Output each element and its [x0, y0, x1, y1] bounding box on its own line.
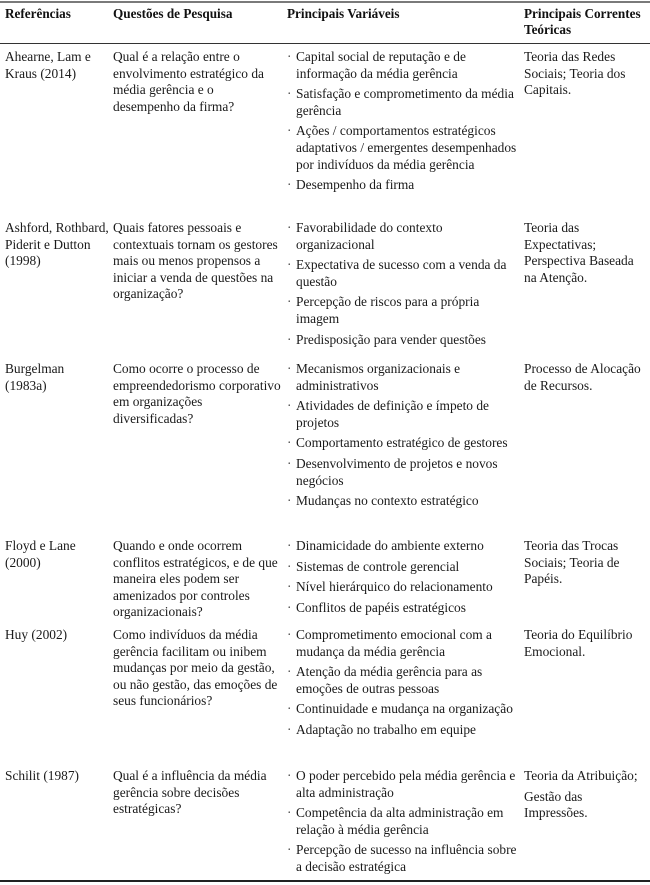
variable-item: · Adaptação no trabalho em equipe [287, 721, 476, 737]
bullet-icon: · [287, 599, 292, 615]
variable-item: · Predisposição para vender questões [287, 331, 487, 347]
variable-item: · Percepção de riscos para a própria imagem [287, 294, 480, 326]
question-cell: Como indivíduos da média gerência facilitam ou inibem mudanças por meio da gestão, ou não gestão, das emoções de seus funcionários? [113, 627, 278, 709]
variable-item: · Competência da alta administração em relação à média gerência [287, 805, 504, 837]
bullet-icon: · [287, 123, 292, 139]
theory-cell [524, 538, 648, 588]
variable-item: · Comprometimento emocional com a mudança da média gerência [287, 627, 492, 659]
bullet-icon: · [287, 493, 292, 509]
question-cell: Qual é a influência da média gerência sobre decisões estratégicas? [113, 768, 267, 817]
bullet-icon: · [287, 558, 292, 574]
question-cell: Quais fatores pessoais e contextuais tornam os gestores mais ou menos propensos a iniciar a venda de questões na organização? [113, 220, 278, 302]
variable-item: · Atividades de definição e ímpeto de projetos [287, 398, 489, 430]
bullet-icon: · [287, 435, 292, 451]
variables-list [287, 627, 519, 743]
reference-cell: Burgelman (1983a) [5, 361, 65, 393]
variables-list [287, 361, 519, 514]
bullet-icon: · [287, 664, 292, 680]
bullet-icon: · [287, 86, 292, 102]
variable-item: · Percepção de sucesso na influência sobre a decisão estratégica [287, 842, 517, 874]
bullet-icon: · [287, 627, 292, 642]
variable-item: · Desenvolvimento de projetos e novos negócios [287, 455, 498, 488]
bullet-icon: · [287, 294, 292, 310]
variable-item: · Conflitos de papéis estratégicos [287, 599, 466, 615]
variable-item: · O poder percebido pela média gerência e alta administração [287, 768, 516, 800]
variable-item: · Desempenho da firma [287, 177, 415, 193]
variable-item: · Mecanismos organizacionais e administrativos [287, 361, 461, 393]
header-research-questions: Questões de Pesquisa [113, 6, 233, 21]
theory-text: Processo de Alocação de Recursos. [524, 361, 641, 393]
bullet-icon: · [287, 455, 292, 471]
bullet-icon: · [287, 331, 292, 347]
question-cell: Quando e onde ocorrem conflitos estratégicos, e de que maneira eles podem ser amenizados por controles organizacionais? [113, 538, 278, 620]
variable-item: · Capital social de reputação e de informação da média gerência [287, 49, 466, 81]
variable-item: · Satisfação e comprometimento da média gerência [287, 86, 514, 118]
reference-cell: Floyd e Lane (2000) [5, 538, 76, 570]
theory-text: Teoria das Expectativas; Perspectiva Baseada na Atenção. [524, 220, 634, 285]
theory-text: Teoria das Trocas Sociais; Teoria de Papéis. [524, 538, 620, 587]
variables-list [287, 768, 519, 880]
reference-cell: Ashford, Rothbard, Piderit e Dutton (1998) [5, 220, 109, 269]
question-cell: Como ocorre o processo de empreendedorismo corporativo em organizações diversificadas? [113, 361, 281, 426]
question-cell: Qual é a relação entre o envolvimento estratégico da média gerência e o desempenho da firma? [113, 49, 264, 114]
variable-item: · Nível hierárquico do relacionamento [287, 579, 493, 595]
bullet-icon: · [287, 398, 292, 414]
bullet-icon: · [287, 805, 292, 821]
variable-item: · Sistemas de controle gerencial [287, 558, 460, 574]
variable-item: · Favorabilidade do contexto organizacional [287, 220, 443, 252]
theory-cell [524, 768, 648, 822]
bullet-icon: · [287, 701, 292, 717]
bullet-icon: · [287, 579, 292, 595]
table-bottom-rule [0, 880, 650, 882]
theory-cell [524, 49, 648, 99]
variable-item: · Ações / comportamentos estratégicos adaptativos / emergentes desempenhados por indivíduos da média gerência [287, 123, 517, 172]
bullet-icon: · [287, 49, 292, 64]
theory-cell [524, 627, 648, 660]
variables-list [287, 538, 519, 620]
variable-item: · Comportamento estratégico de gestores [287, 435, 508, 451]
bullet-icon: · [287, 361, 292, 376]
variables-list [287, 49, 519, 198]
header-rule [0, 43, 650, 44]
theory-cell [524, 361, 648, 394]
header-references: Referências [5, 6, 71, 21]
bullet-icon: · [287, 257, 292, 273]
reference-cell: Schilit (1987) [5, 768, 80, 783]
theory-text: Teoria das Redes Sociais; Teoria dos Capitais. [524, 49, 626, 98]
variables-list [287, 220, 519, 352]
variable-item: · Mudanças no contexto estratégico [287, 493, 479, 509]
theory-cell [524, 220, 648, 286]
bullet-icon: · [287, 768, 292, 783]
bullet-icon: · [287, 220, 292, 235]
theory-text: Teoria da Atribuição; [524, 768, 638, 783]
header-theoretical-currents: Principais Correntes Teóricas [524, 6, 641, 37]
bullet-icon: · [287, 538, 292, 553]
variable-item: · Dinamicidade do ambiente externo [287, 538, 484, 553]
theory-text: Teoria do Equilíbrio Emocional. [524, 627, 633, 659]
theory-text: Gestão das Impressões. [524, 788, 588, 821]
variable-item: · Atenção da média gerência para as emoções de outras pessoas [287, 664, 483, 696]
reference-cell: Huy (2002) [5, 627, 68, 642]
header-main-variables: Principais Variáveis [287, 6, 400, 21]
variable-item: · Expectativa de sucesso com a venda da questão [287, 257, 507, 289]
bullet-icon: · [287, 842, 292, 858]
bullet-icon: · [287, 721, 292, 737]
table-top-rule [0, 1, 650, 3]
reference-cell: Ahearne, Lam e Kraus (2014) [5, 49, 91, 81]
variable-item: · Continuidade e mudança na organização [287, 701, 513, 717]
bullet-icon: · [287, 177, 292, 193]
table-header [0, 6, 650, 42]
